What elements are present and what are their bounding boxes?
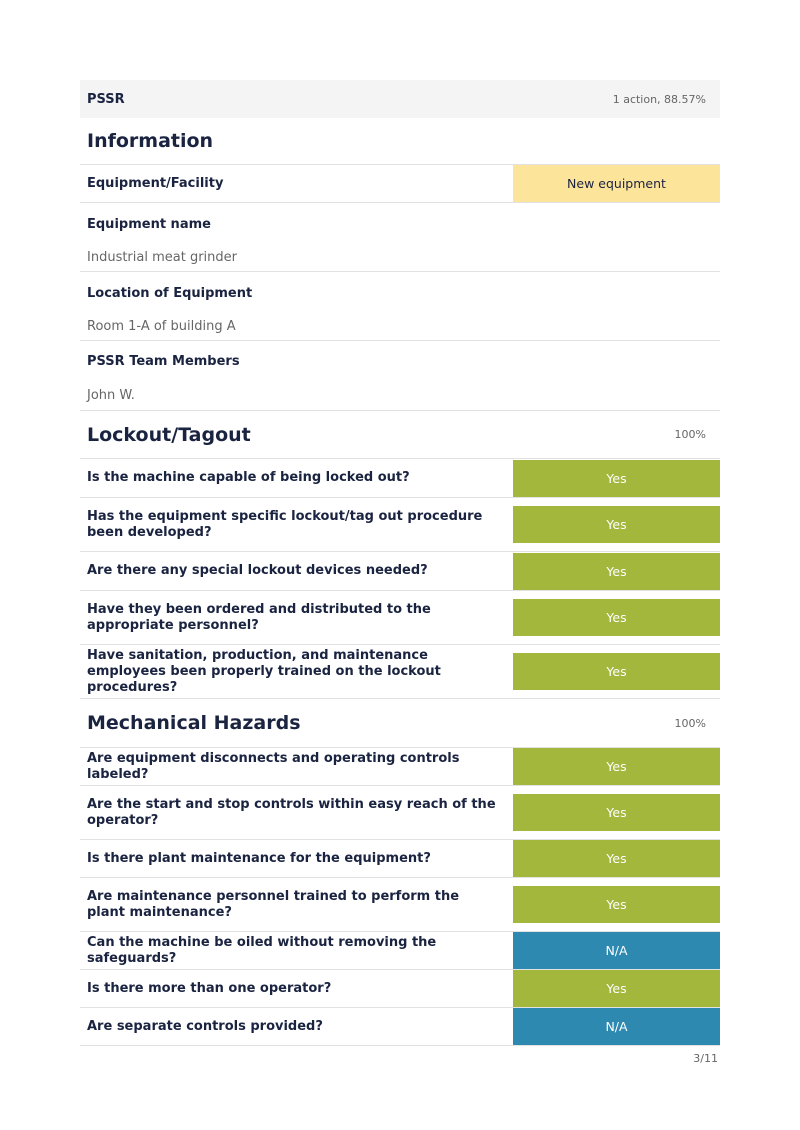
field-label: Equipment name <box>87 217 211 232</box>
question-text: Can the machine be oiled without removing the safeguards? <box>87 934 437 966</box>
field-value: John W. <box>87 388 135 403</box>
question-label: Equipment/Facility <box>87 175 224 191</box>
section-title: Mechanical Hazards <box>87 712 301 734</box>
field-label: PSSR Team Members <box>87 354 240 369</box>
checklist-row <box>80 552 720 591</box>
report-summary: 1 action, 88.57% <box>612 92 706 106</box>
section-mechanical-header <box>80 699 720 748</box>
field-label: Location of Equipment <box>87 286 253 301</box>
answer-badge: Yes <box>513 460 720 497</box>
answer-badge: Yes <box>513 840 720 877</box>
section-title: Information <box>87 130 214 152</box>
report-header <box>80 80 720 118</box>
checklist-row <box>80 786 720 840</box>
section-title: Lockout/Tagout <box>87 423 251 446</box>
field-value: Industrial meat grinder <box>87 250 238 265</box>
equipment-facility-badge: New equipment <box>513 165 720 202</box>
checklist-row <box>80 932 720 970</box>
checklist-row <box>80 748 720 786</box>
question-text: Has the equipment specific lockout/tag out procedure been developed? <box>87 508 483 540</box>
question-text: Is there more than one operator? <box>87 980 332 996</box>
checklist-row <box>80 645 720 699</box>
answer-badge: N/A <box>513 1008 720 1045</box>
question-text: Are maintenance personnel trained to perform the plant maintenance? <box>87 888 460 920</box>
section-lockout-header <box>80 411 720 459</box>
equipment-facility-row <box>80 165 720 203</box>
report-page <box>80 80 720 1046</box>
answer-badge: Yes <box>513 653 720 690</box>
question-text: Have they been ordered and distributed to the appropriate personnel? <box>87 601 431 633</box>
answer-badge: Yes <box>513 553 720 590</box>
answer-badge: Yes <box>513 506 720 543</box>
checklist-row <box>80 498 720 552</box>
page-number: 3/11 <box>693 1052 718 1065</box>
section-score: 100% <box>674 428 706 441</box>
checklist-row <box>80 1008 720 1046</box>
answer-badge: N/A <box>513 932 720 969</box>
section-information-header <box>80 118 720 165</box>
question-text: Is there plant maintenance for the equipment? <box>87 850 431 866</box>
answer-badge: Yes <box>513 599 720 636</box>
equipment-name-field <box>80 203 720 272</box>
answer-badge: Yes <box>513 970 720 1007</box>
question-text: Are separate controls provided? <box>87 1018 323 1034</box>
checklist-row <box>80 840 720 878</box>
report-title: PSSR <box>87 91 125 107</box>
question-text: Are the start and stop controls within easy reach of the operator? <box>87 796 496 828</box>
checklist-row <box>80 878 720 932</box>
field-value: Room 1-A of building A <box>87 319 236 334</box>
answer-badge: Yes <box>513 794 720 831</box>
team-members-field <box>80 341 720 411</box>
checklist-row <box>80 459 720 498</box>
question-text: Are equipment disconnects and operating controls labeled? <box>87 750 460 782</box>
answer-badge: Yes <box>513 886 720 923</box>
question-text: Are there any special lockout devices needed? <box>87 563 428 578</box>
question-text: Is the machine capable of being locked out? <box>87 470 410 485</box>
question-text: Have sanitation, production, and maintenance employees been properly trained on the lockout procedures? <box>87 647 441 695</box>
answer-badge: Yes <box>513 748 720 785</box>
checklist-row <box>80 970 720 1008</box>
section-score: 100% <box>674 716 706 730</box>
checklist-row <box>80 591 720 645</box>
location-field <box>80 272 720 341</box>
